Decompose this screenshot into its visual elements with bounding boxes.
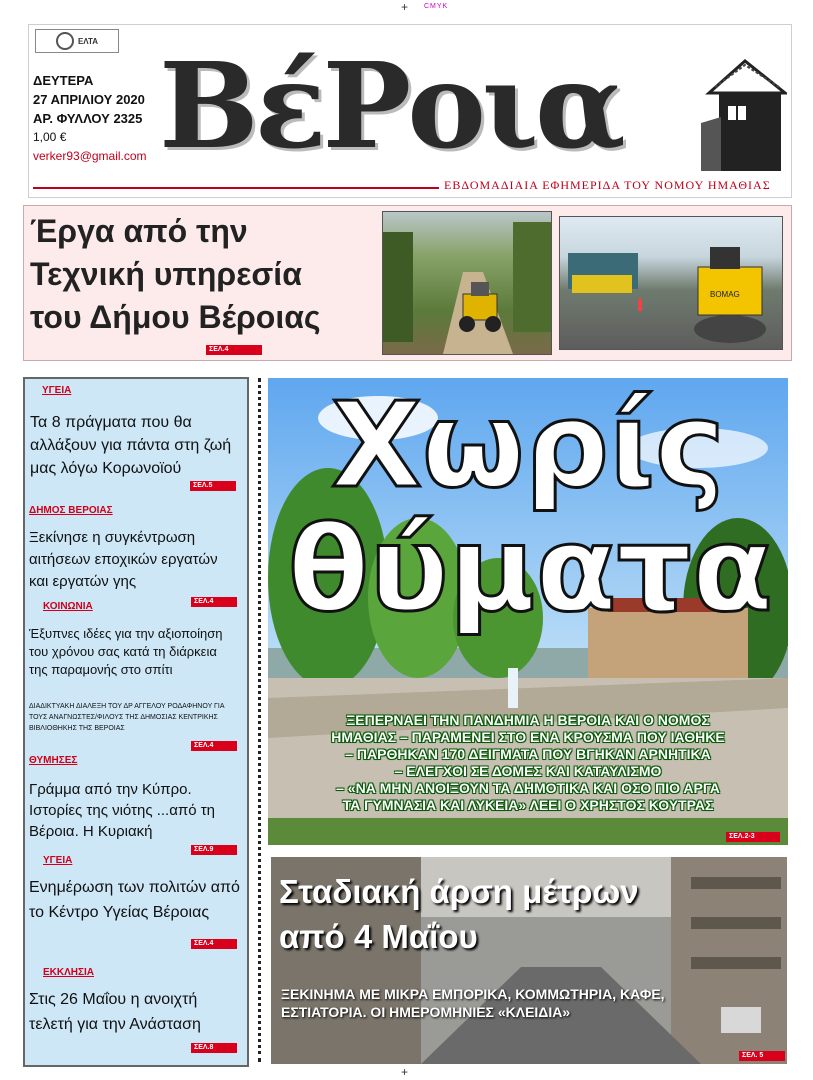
contact-email[interactable]: verker93@gmail.com (33, 149, 147, 163)
feature-headline-line: του Δήμου Βέροιας (30, 299, 321, 335)
roller-label: BOMAG (710, 290, 740, 299)
issue-day: ΔΕΥΤΕΡΑ (33, 73, 94, 88)
story-page-ref: ΣΕΛ.4 (191, 939, 237, 949)
elta-logo-icon (56, 32, 74, 50)
elta-logo-text: ΕΛΤΑ (77, 36, 99, 46)
category-label: ΘΥΜΗΣΕΣ (29, 755, 78, 766)
deck-line: ΗΜΑΘΙΑΣ – ΠΑΡΑΜΕΝΕΙ ΣΤΟ ΕΝΑ ΚΡΟΥΣΜΑ ΠΟΥ ΙΑΘΗΚΕ (331, 729, 725, 745)
masthead (28, 24, 792, 198)
issue-number: ΑΡ. ΦΥΛΛΟΥ 2325 (33, 111, 143, 126)
crop-mark-bottom: + (401, 1065, 409, 1079)
issue-date: 27 ΑΠΡΙΛΙΟΥ 2020 (33, 92, 145, 107)
category-label: ΚΟΙΝΩΝΙΑ (43, 601, 93, 612)
story-headline: Γράμμα από την Κύπρο. Ιστορίες της νιότης ...από τη Βέροια. Η Κυριακή (29, 781, 216, 840)
newspaper-title: ΒέΡοια (159, 36, 622, 175)
sidebar-item-municipality[interactable] (29, 505, 243, 605)
story-subtext: ΔΙΑΔΙΚΤΥΑΚΗ ΔΙΑΛΕΞΗ ΤΟΥ ΔΡ ΑΓΓΕΛΟΥ ΡΟΔΑΦΗΝΟΥ ΓΙΑ ΤΟΥΣ ΑΝΑΓΝΩΣΤΕΣ/ΦΙΛΟΥΣ ΤΗΣ ΔΗΜΟΣΙΑΣ ΚΕΝΤΡΙΚΗΣ ΒΙΒΛΙΟΘΗΚΗΣ ΤΗΣ ΒΕΡΟΙΑΣ (29, 703, 225, 732)
date-block (33, 71, 147, 166)
story-page-ref: ΣΕΛ.4 (191, 597, 237, 607)
story-page-ref: ΣΕΛ.5 (190, 481, 236, 491)
story-headline: Τα 8 πράγματα που θα αλλάξουν για πάντα στη ζωή μας λόγω Κορωνοϊού (30, 414, 232, 477)
deck-line: ΕΣΤΙΑΤΟΡΙΑ. ΟΙ ΗΜΕΡΟΜΗΝΙΕΣ «ΚΛΕΙΔΙΑ» (281, 1004, 571, 1020)
news-sidebar (23, 377, 249, 1067)
tagline-rule (33, 187, 439, 189)
story-headline: Στις 26 Μαΐου η ανοιχτή τελετή για την Ανάσταση (29, 991, 201, 1033)
sidebar-item-health-2[interactable] (29, 855, 243, 947)
second-headline (279, 869, 779, 959)
column-divider (258, 378, 261, 1062)
sidebar-item-society[interactable] (29, 601, 243, 749)
deck-line: ΞΕΠΕΡΝΑΕΙ ΤΗΝ ΠΑΝΔΗΜΙΑ Η ΒΕΡΟΙΑ ΚΑΙ Ο ΝΟΜΟΣ (346, 712, 710, 728)
story-page-ref: ΣΕΛ.8 (191, 1043, 237, 1053)
main-headline-line1: Χωρίς (331, 378, 725, 514)
category-label: ΔΗΜΟΣ ΒΕΡΟΙΑΣ (29, 505, 113, 516)
sidebar-item-memories[interactable] (29, 755, 243, 853)
second-story[interactable] (271, 857, 787, 1064)
road-roller-photo (559, 216, 783, 350)
deck-line: – «ΝΑ ΜΗΝ ΑΝΟΙΞΟΥΝ ΤΑ ΔΗΜΟΤΙΚΑ ΚΑΙ ΟΣΟ ΠΙΟ ΑΡΓΑ (336, 780, 720, 796)
tagline: ΕΒΔΟΜΑΔΙΑΙΑ ΕΦΗΜΕΡΙΔΑ ΤΟΥ ΝΟΜΟΥ ΗΜΑΘΙΑΣ (444, 178, 771, 192)
feature-headline-line: Έργα από την (30, 213, 248, 249)
feature-page-ref: ΣΕΛ.4 (206, 345, 262, 355)
second-headline-line: από 4 Μαΐου (279, 918, 478, 955)
second-headline-line: Σταδιακή άρση μέτρων (279, 873, 639, 910)
grader-photo (382, 211, 552, 355)
cmyk-mark: CMYK (424, 3, 449, 10)
house-logo-icon (701, 53, 787, 173)
top-feature[interactable] (23, 205, 792, 361)
deck-line: – ΠΑΡΘΗΚΑΝ 170 ΔΕΙΓΜΑΤΑ ΠΟΥ ΒΓΗΚΑΝ ΑΡΝΗΤΙΚΑ (345, 746, 711, 762)
deck-line: ΤΑ ΓΥΜΝΑΣΙΑ ΚΑΙ ΛΥΚΕΙΑ» ΛΕΕΙ Ο ΧΡΗΣΤΟΣ ΚΟΥΤΡΑΣ (342, 797, 714, 813)
second-story-page-ref: ΣΕΛ. 5 (739, 1051, 785, 1061)
sidebar-item-church[interactable] (29, 967, 243, 1051)
story-headline: Ενημέρωση των πολιτών από το Κέντρο Υγείας Βέροιας (29, 879, 240, 921)
deck-line: ΞΕΚΙΝΗΜΑ ΜΕ ΜΙΚΡΑ ΕΜΠΟΡΙΚΑ, ΚΟΜΜΩΤΗΡΙΑ, ΚΑΦΕ, (281, 986, 665, 1002)
crop-mark-top: + (401, 0, 409, 14)
elta-logo (35, 29, 119, 53)
category-label: ΕΚΚΛΗΣΙΑ (43, 967, 95, 978)
deck-line: – ΕΛΕΓΧΟΙ ΣΕ ΔΟΜΕΣ ΚΑΙ ΚΑΤΑΥΛΙΣΜΟ (394, 763, 662, 779)
second-story-deck (281, 985, 781, 1021)
feature-headline (30, 210, 380, 339)
sidebar-item-health-1[interactable] (30, 385, 242, 489)
story-page-ref: ΣΕΛ.4 (191, 741, 237, 751)
story-headline: Ξεκίνησε η συγκέντρωση αιτήσεων εποχικών εργατών και εργατών γης (29, 529, 218, 590)
story-page-ref: ΣΕΛ.9 (191, 845, 237, 855)
category-label: ΥΓΕΙΑ (43, 855, 73, 866)
main-story-deck (272, 712, 784, 814)
main-story-page-ref: ΣΕΛ.2-3 (726, 832, 780, 842)
issue-price: 1,00 € (33, 130, 67, 144)
story-headline: Έξυπνες ιδέες για την αξιοποίηση του χρόνου σας κατά τη διάρκεια της παραμονής στο σπίτι (29, 626, 223, 677)
main-story[interactable] (268, 378, 788, 845)
feature-headline-line: Τεχνική υπηρεσία (30, 256, 302, 292)
main-headline-line2: θύματα (288, 500, 774, 638)
category-label: ΥΓΕΙΑ (42, 385, 72, 396)
